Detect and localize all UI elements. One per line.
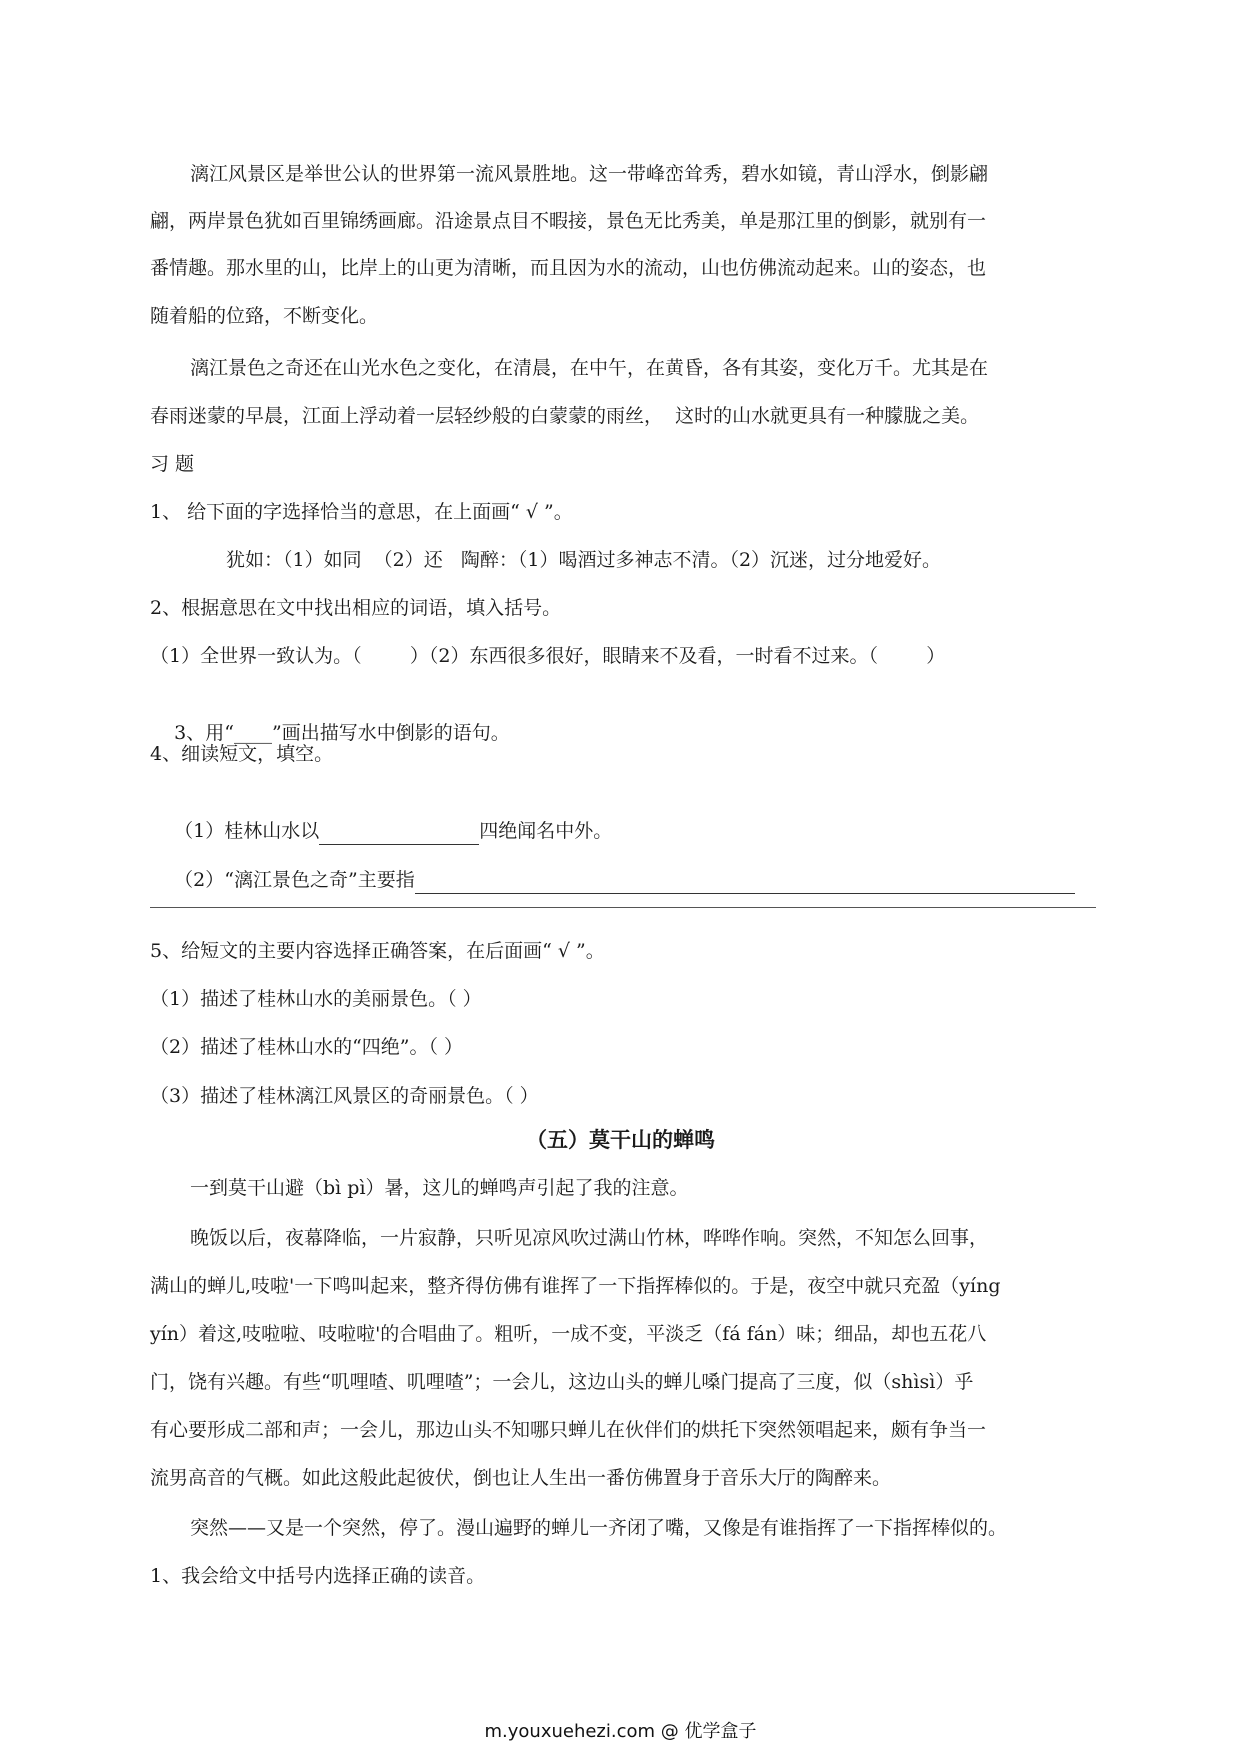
passage1-para1-line4: 随着船的位臵，不断变化。 [150, 305, 379, 327]
passage2-para2-line4: 门，饶有兴趣。有些“叽哩喳、叽哩喳”；一会儿，这边山头的蝉儿嗓门提高了三度，似（shìsì）乎 [150, 1371, 974, 1393]
answer-line-4-2-continued[interactable] [150, 907, 1096, 908]
question-4-1-prefix: （1）桂林山水以 [174, 820, 320, 842]
passage2-para2-line2: 满山的蝉儿,吱啦'一下鸣叫起来，整齐得仿佛有谁挥了一下指挥棒似的。于是，夜空中就只充盈（yíng [150, 1275, 1001, 1297]
question-5-option-1: （1）描述了桂林山水的美丽景色。（ ） [150, 988, 482, 1010]
question-2: 2、根据意思在文中找出相应的词语，填入括号。 [150, 597, 562, 619]
passage2-para2-line3: yín）着这,吱啦啦、吱啦啦'的合唱曲了。粗听，一成不变，平淡乏（fá fán）味；细品，却也五花八 [150, 1323, 987, 1345]
passage2-para3: 突然——又是一个突然，停了。漫山遍野的蝉儿一齐闭了嘴，又像是有谁指挥了一下指挥棒似的。 [190, 1517, 1008, 1539]
passage2-question-1: 1、我会给文中括号内选择正确的读音。 [150, 1565, 486, 1587]
passage2-para2-line6: 流男高音的气概。如此这般此起彼伏，倒也让人生出一番仿佛置身于音乐大厅的陶醉来。 [150, 1467, 892, 1489]
question-5-option-2: （2）描述了桂林山水的“四绝”。（ ） [150, 1036, 464, 1058]
question-1-options: 犹如：（1）如同 （2）还 陶醉：（1）喝酒过多神志不清。（2）沉迷，过分地爱好。 [226, 549, 942, 571]
question-1: 1、 给下面的字选择恰当的意思，在上面画“ √ ”。 [150, 501, 573, 523]
passage2-title: （五）莫干山的蝉鸣 [526, 1128, 715, 1152]
question-5-option-3: （3）描述了桂林漓江风景区的奇丽景色。（ ） [150, 1085, 539, 1107]
question-5: 5、给短文的主要内容选择正确答案，在后面画“ √ ”。 [150, 940, 605, 962]
question-4: 4、细读短文，填空。 [150, 743, 334, 765]
passage1-para1-line3: 番情趣。那水里的山，比岸上的山更为清晰，而且因为水的流动，山也仿佛流动起来。山的姿态，也 [150, 257, 987, 279]
question-3-underline-sample: ____ [233, 722, 272, 744]
exercise-heading: 习 题 [150, 453, 195, 475]
footer-watermark: m.youxuehezi.com @ 优学盒子 [484, 1721, 757, 1742]
passage1-para1-line1: 漓江风景区是举世公认的世界第一流风景胜地。这一带峰峦耸秀，碧水如镜，青山浮水，倒影翩 [190, 163, 989, 185]
question-4-2 [150, 838, 1075, 922]
passage2-para2-line5: 有心要形成二部和声；一会儿，那边山头不知哪只蝉儿在伙伴们的烘托下突然领唱起来，颇有争当一 [150, 1419, 987, 1441]
passage2-para2-line1: 晚饭以后，夜幕降临，一片寂静，只听见凉风吹过满山竹林，哗哗作响。突然，不知怎么回事， [190, 1227, 989, 1249]
answer-blank-4-2[interactable] [415, 871, 1075, 894]
passage1-para1-line2: 翩，两岸景色犹如百里锦绣画廊。沿途景点目不暇接，景色无比秀美，单是那江里的倒影，就别有一 [150, 210, 987, 232]
question-4-2-prefix: （2）“漓江景色之奇”主要指 [174, 869, 415, 891]
question-3-prefix: 3、用“ [174, 722, 234, 744]
question-3-suffix: ”画出描写水中倒影的语句。 [271, 722, 510, 744]
passage2-para1: 一到莫干山避（bì pì）暑，这儿的蝉鸣声引起了我的注意。 [190, 1177, 689, 1199]
question-4-1-suffix: 四绝闻名中外。 [479, 820, 613, 842]
passage1-para2-line1: 漓江景色之奇还在山光水色之变化，在清晨，在中午，在黄昏，各有其姿，变化万千。尤其是在 [190, 357, 989, 379]
passage1-para2-line2: 春雨迷蒙的早晨，江面上浮动着一层轻纱般的白蒙蒙的雨丝， 这时的山水就更具有一种朦胧之美。 [150, 405, 980, 427]
question-2-items: （1）全世界一致认为。（ ）（2）东西很多很好，眼睛来不及看，一时看不过来。（ ） [150, 645, 946, 667]
